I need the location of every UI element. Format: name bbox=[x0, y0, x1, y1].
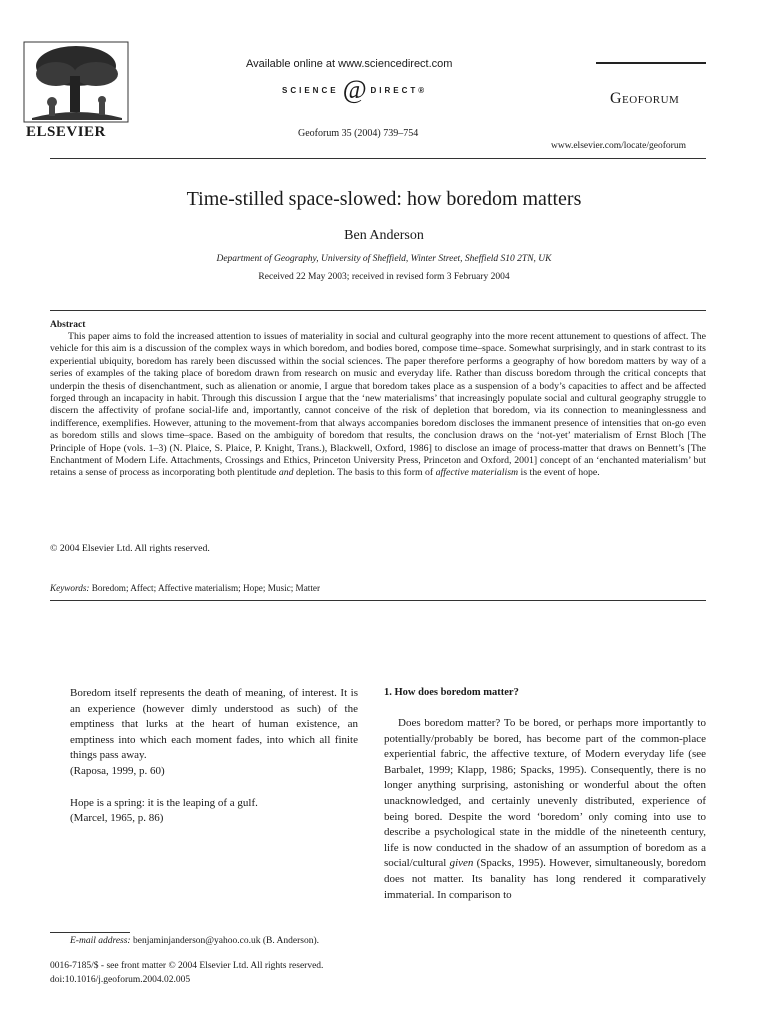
sciencedirect-logo bbox=[282, 75, 428, 104]
epigraph-quote-2: Hope is a spring: it is the leaping of a gulf. bbox=[70, 796, 258, 809]
doi-link[interactable]: doi:10.1016/j.geoforum.2004.02.005 bbox=[50, 975, 191, 985]
article-title: Time-stilled space-slowed: how boredom matters bbox=[186, 188, 582, 210]
section-text-2: (Spacks, 1995). However, simultaneously, boredom does not matter. Its banality has long rendered it comparatively immaterial. In comparison to bbox=[384, 857, 706, 901]
section-body bbox=[384, 716, 706, 903]
abstract-bottom-divider bbox=[50, 600, 706, 601]
footnote-email[interactable]: benjaminjanderson@yahoo.co.uk (B. Anderson). bbox=[130, 936, 320, 946]
abstract-body bbox=[50, 331, 706, 480]
sciencedirect-at-icon: @ bbox=[342, 75, 367, 104]
abstract-text-2: depletion. The basis to this form of bbox=[293, 467, 436, 479]
abstract-paragraph bbox=[50, 331, 706, 480]
article-author: Ben Anderson bbox=[344, 228, 424, 243]
issn-line: 0016-7185/$ - see front matter © 2004 Elsevier Ltd. All rights reserved. bbox=[50, 961, 324, 971]
author-email-footnote bbox=[70, 936, 319, 946]
abstract-text-1: This paper aims to fold the increased attention to issues of materiality in social and cultural geography into the more recent attunement to questions of affect. The vehicle for this aim is a discussion of the complex ways in which boredom, and bodies bored, compose time–space. Somewhat surprisingly, and in stark contrast to its experiential ubiquity, boredom has rarely been discussed within the social sciences. The paper therefore performs a geography of how boredom matters by way of a series of examples of the taking place of boredom drawn from research on music and everyday life. Rather than discuss boredom through the critical concepts that underpin the thesis of disenchantment, such as alienation or anomie, I argue that boredom takes place as a suspension of a body’s capacities to affect and be affected forged through an incapacity in habit. Through this discussion I argue that the ‘new materialisms’ that increasingly populate social and cultural geography struggle to discern the affectivity of profane social-life and, importantly, cannot conceive of the risk of depletion that boredom, via its connection to meaninglessness and indifference, exemplifies. However, attuning to the movement-from that always accompanies boredom discloses the immanent presence of intensities that on-go even as boredom stills and slows time–space. Based on the ambiguity of boredom that results, the conclusion draws on the ‘not-yet’ materialism of Ernst Bloch [The Principle of Hope (vols. 1–3) (N. Plaice, S. Plaice, P. Knight, Trans.), Blackwell, Oxford, 1986] to disclose an image of process-matter that draws on Bennett’s [The Enchantment of Modern Life. Attachments, Crossings and Ethics, Princeton University Press, Princeton and Oxford, 2001] concept of an ‘enchanted materialism’ but retains a sense of process as incorporating both plentitude bbox=[50, 331, 706, 479]
received-dates: Received 22 May 2003; received in revised form 3 February 2004 bbox=[258, 272, 510, 282]
journal-divider bbox=[596, 62, 706, 64]
journal-name: Geoforum bbox=[610, 90, 680, 107]
epigraph-cite-2: (Marcel, 1965, p. 86) bbox=[70, 812, 164, 825]
epigraph-cite-1: (Raposa, 1999, p. 60) bbox=[70, 764, 165, 777]
journal-reference: Geoforum 35 (2004) 739–754 bbox=[298, 128, 419, 139]
author-affiliation: Department of Geography, University of Sheffield, Winter Street, Sheffield S10 2TN, UK bbox=[216, 254, 552, 264]
sciencedirect-left-text: SCIENCE bbox=[282, 85, 339, 95]
epigraph bbox=[70, 686, 358, 827]
footnote-label: E-mail address: bbox=[70, 936, 131, 946]
epigraph-quote-1: Boredom itself represents the death of meaning, of interest. It is an experience (however dimly understood as such) of the emptiness that lurks at the heart of human existence, an emptiness into which each moment fades, into which all finite things pass away. bbox=[70, 687, 358, 762]
keywords-label: Keywords: bbox=[50, 583, 90, 593]
abstract-heading: Abstract bbox=[50, 320, 86, 330]
journal-url-link[interactable]: www.elsevier.com/locate/geoforum bbox=[551, 141, 686, 151]
abstract-text-and: and bbox=[278, 467, 294, 479]
publisher-wordmark: ELSEVIER bbox=[26, 124, 106, 140]
abstract-text-3: is the event of hope. bbox=[518, 467, 600, 479]
sciencedirect-right-text: DIRECT® bbox=[370, 85, 428, 95]
keywords bbox=[50, 583, 320, 593]
footnote-divider bbox=[50, 932, 130, 933]
section-heading: 1. How does boredom matter? bbox=[384, 687, 519, 698]
available-online-text[interactable]: Available online at www.sciencedirect.com bbox=[246, 58, 453, 70]
section-text-1: Does boredom matter? To be bored, or perhaps more importantly to potentially/probably be bored, has become part of the common-place experiential fabric, the affective texture, of Modern everyday life (see Barbalet, 1999; Klapp, 1986; Spacks, 1995). Consequently, there is no longer anything surprising, astonishing or wonderful about the often unacknowledged, and certainly unevenly distributed, experience of being bored. Despite the word ‘boredom’ only coming into use to describe a psychological state in the middle of the nineteenth century, life is now conducted in the shadow of an assumption of boredom as a social/cultural bbox=[384, 717, 706, 870]
section-text-given: given bbox=[449, 857, 474, 870]
header-divider bbox=[50, 158, 706, 159]
abstract-text-affective: affective materialism bbox=[435, 467, 519, 479]
keywords-list: Boredom; Affect; Affective materialism; Hope; Music; Matter bbox=[89, 583, 321, 593]
section-paragraph bbox=[384, 716, 706, 903]
abstract-top-divider bbox=[50, 310, 706, 311]
abstract-copyright: © 2004 Elsevier Ltd. All rights reserved. bbox=[50, 543, 210, 554]
